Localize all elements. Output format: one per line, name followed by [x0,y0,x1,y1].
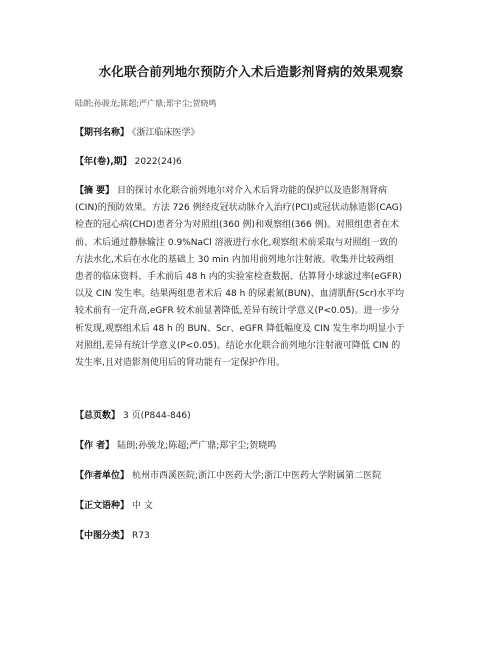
author-value: 陆朗;孙骏龙;陈超;严广鼎;郑宇尘;贺晓鸣 [117,441,277,451]
abstract-line: 方法水化,术后在水化的基础上 30 min 内加用前列地尔注射液。收集并比较两组 [75,254,394,265]
abstract-line: 发生率,且对造影剂使用后的肾功能有一定保护作用。 [75,358,285,369]
abstract-line: 析发现,观察组术后 48 h 的 BUN、Scr、eGFR 降低幅度及 CIN 发生率均明显小于 [75,323,405,334]
classification-value: R73 [132,531,150,541]
affiliation-field [75,468,381,481]
classification-field [75,528,150,541]
classification-label: 【中图分类】 [75,531,130,541]
total-pages-field [75,408,191,421]
abstract-line: 较术前有一定升高,eGFR 较术前显著降低,差异有统计学意义(P<0.05)。进一步分 [75,306,400,317]
affiliation-label: 【作者单位】 [75,471,130,481]
language-label: 【正文语种】 [75,501,130,511]
affiliation-value: 杭州市西溪医院;浙江中医药大学;浙江中医药大学附属第二医院 [132,471,382,481]
abstract-line: (CIN)的预防效果。方法 726 例经皮冠状动脉介入治疗(PCI)或冠状动脉造影(CAG) [75,203,403,214]
journal-field [75,125,200,138]
journal-label: 【期刊名称】 [75,128,130,138]
author-field [75,438,276,451]
language-field [75,498,153,511]
year-issue-field [75,154,182,167]
abstract-line: 检查的冠心病(CHD)患者分为对照组(360 例)和观察组(366 例)。对照组患者在术 [75,220,400,231]
author-list: 陆朗;孙骏龙;陈超;严广鼎;郑宇尘;贺晓鸣 [75,99,217,108]
abstract-text: 目的探讨水化联合前列地尔对介入术后肾功能的保护以及造影剂肾病 [117,186,388,196]
abstract-line: 对照组,差异有统计学意义(P<0.05)。结论水化联合前列地尔注射液可降低 CIN 的 [75,340,401,351]
abstract-block [75,183,435,372]
article-title: 水化联合前列地尔预防介入术后造影剂肾病的效果观察 [98,64,404,79]
abstract-line [75,183,435,200]
author-label: 【作 者】 [75,441,115,451]
abstract-label: 【摘 要】 [75,186,115,196]
abstract-line: 患者的临床资料、手术前后 48 h 内的实验室检查数据、估算肾小球滤过率(eGFR) [75,272,402,283]
year-issue-label: 【年(卷),期】 [75,157,132,167]
year-issue-value: 2022(24)6 [134,157,182,167]
abstract-line: 以及 CIN 发生率。结果两组患者术后 48 h 的尿素氮(BUN)、血清肌酐(Scr)水平均 [75,289,405,300]
journal-value: 《浙江临床医学》 [132,128,200,138]
abstract-line: 前、术后通过静脉输注 0.9%NaCl 溶液进行水化,观察组术前采取与对照组一致的 [75,237,398,248]
language-value: 中 文 [132,501,153,511]
total-pages-value: 3 页(P844-846) [123,411,191,421]
total-pages-label: 【总页数】 [75,411,121,421]
